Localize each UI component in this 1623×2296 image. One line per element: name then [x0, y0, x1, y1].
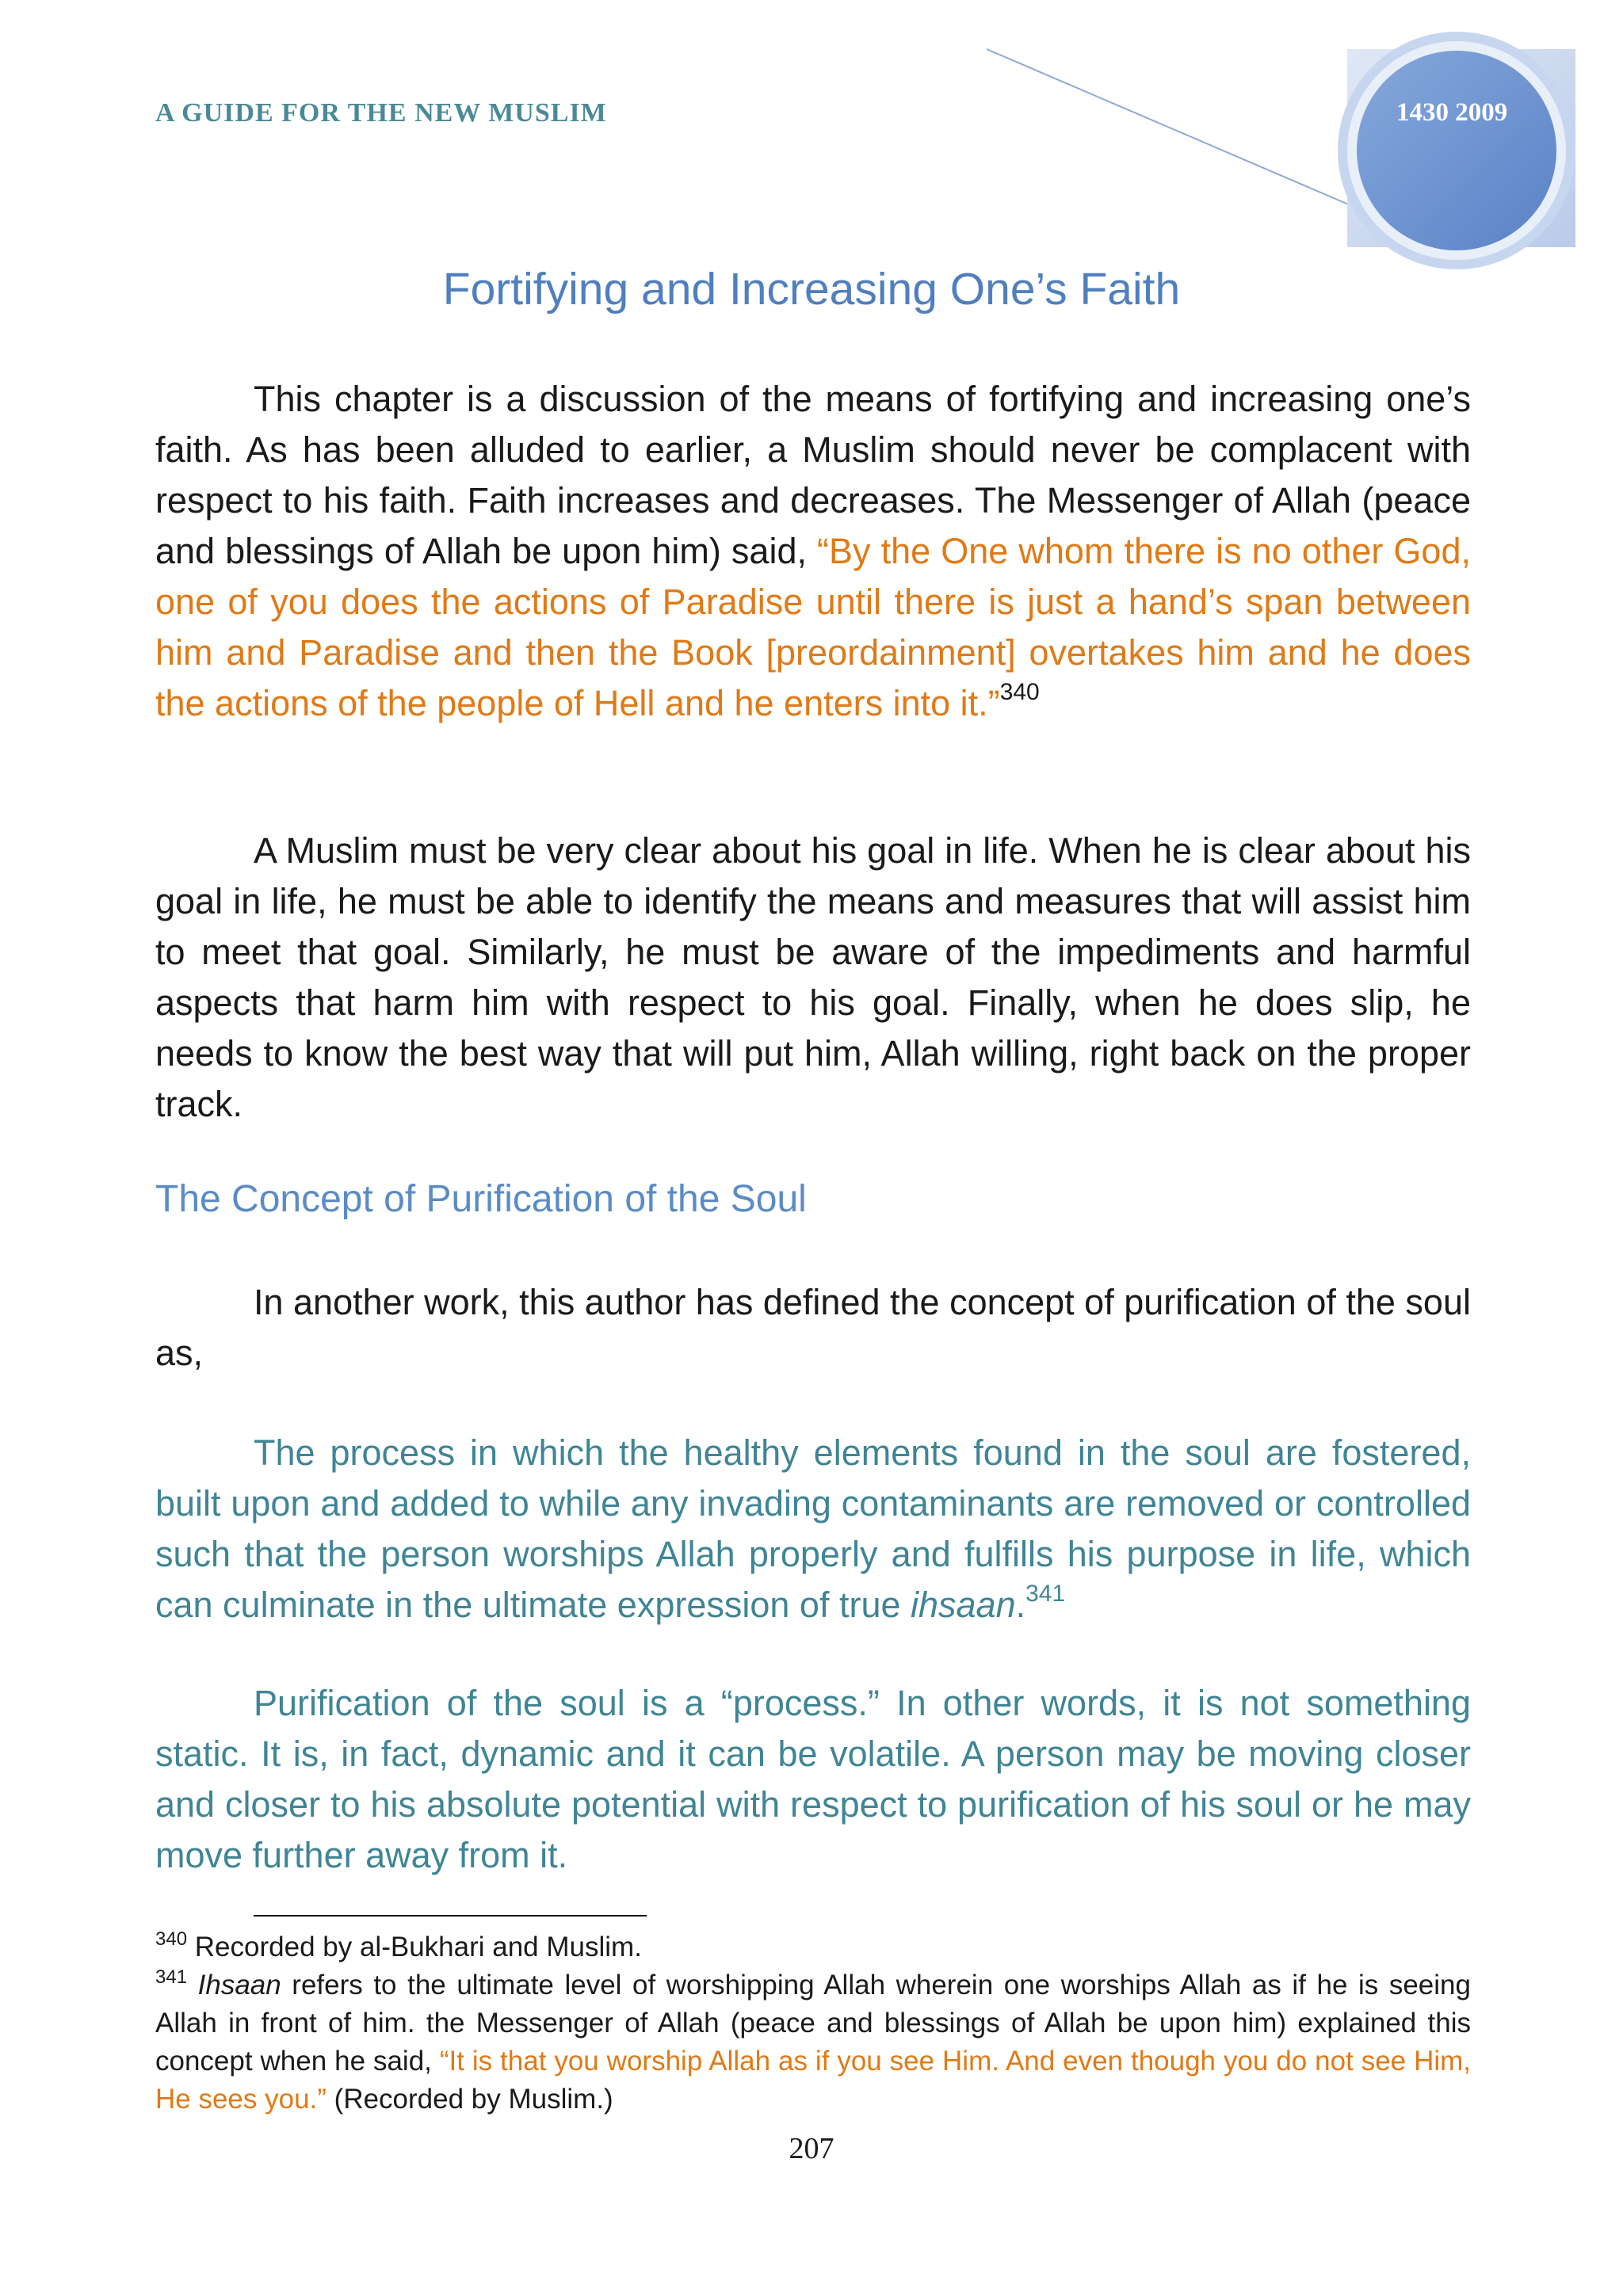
footnote-340	[155, 1928, 1471, 1966]
definition-end: .	[1015, 1585, 1026, 1625]
footnote-number: 341	[155, 1966, 188, 1988]
book-title: A GUIDE FOR THE NEW MUSLIM	[155, 98, 607, 128]
footnote-text: Recorded by al-Bukhari and Muslim.	[194, 1932, 642, 1962]
definition-intro-paragraph	[155, 1277, 1471, 1379]
process-text: Purification of the soul is a “process.” In other words, it is not something static. It is, in fact, dynamic and it can be volatile. A person may be moving closer and closer to his absolute potential with respect to purification of his soul or he may move further away from it.	[155, 1683, 1471, 1875]
year-badge: 1430 2009	[1396, 98, 1508, 127]
footnote-term: Ihsaan	[197, 1970, 281, 2000]
page-number: 207	[789, 2132, 834, 2165]
header-decoration	[0, 0, 1623, 285]
footnote-text: refers to the ultimate level of worshipping Allah wherein one worships Allah as if he is seeing Allah in front of him. the Messenger of Allah (peace and blessings of Allah be upon him) explained this concept when he said,	[155, 1970, 1471, 2077]
intro-paragraph	[155, 374, 1471, 729]
header-disc	[1357, 51, 1556, 250]
footnote-ref-341[interactable]: 341	[1025, 1581, 1066, 1607]
definition-text: The process in which the healthy elements found in the soul are fostered, built upon and added to while any invading contaminants are removed or controlled such that the person worships Allah properly and fulfills his purpose in life, which can culminate in the ultimate expression of true	[155, 1432, 1471, 1625]
hadith-quote: “By the One whom there is no other God, one of you does the actions of Paradise until there is just a hand’s span between him and Paradise and then the Book [preordainment] overtakes him and he does the actions of the people of Hell and he enters into it.”	[155, 531, 1471, 723]
goal-text: A Muslim must be very clear about his goal in life. When he is clear about his goal in life, he must be able to identify the means and measures that will assist him to meet that goal. Similarly, he must be aware of the impediments and harmful aspects that harm him with respect to his goal. Finally, when he does slip, he needs to know the best way that will put him, Allah willing, right back on the proper track.	[155, 830, 1471, 1124]
footnote-quote: “It is that you worship Allah as if you see Him. And even though you do not see Him, He sees you.”	[155, 2046, 1472, 2115]
footnote-separator	[254, 1915, 647, 1917]
process-paragraph	[155, 1678, 1471, 1881]
footnote-number: 340	[155, 1928, 188, 1950]
footnote-ref-340[interactable]: 340	[999, 679, 1040, 705]
definition-block-quote	[155, 1428, 1471, 1630]
goal-paragraph	[155, 826, 1471, 1130]
footnote-341	[155, 1966, 1471, 2119]
footnote-end: (Recorded by Muslim.)	[326, 2084, 613, 2115]
ihsaan-term: ihsaan	[911, 1585, 1016, 1625]
intro-text: This chapter is a discussion of the means of fortifying and increasing one’s faith. As has been alluded to earlier, a Muslim should never be complacent with respect to his faith. Faith increases and decreases. The Messenger of Allah (peace and blessings of Allah be upon him) said,	[155, 379, 1471, 571]
section-heading: The Concept of Purification of the Soul	[155, 1178, 807, 1220]
chapter-title: Fortifying and Increasing One’s Faith	[442, 264, 1181, 315]
definition-intro-text: In another work, this author has defined the concept of purification of the soul as,	[155, 1282, 1471, 1373]
